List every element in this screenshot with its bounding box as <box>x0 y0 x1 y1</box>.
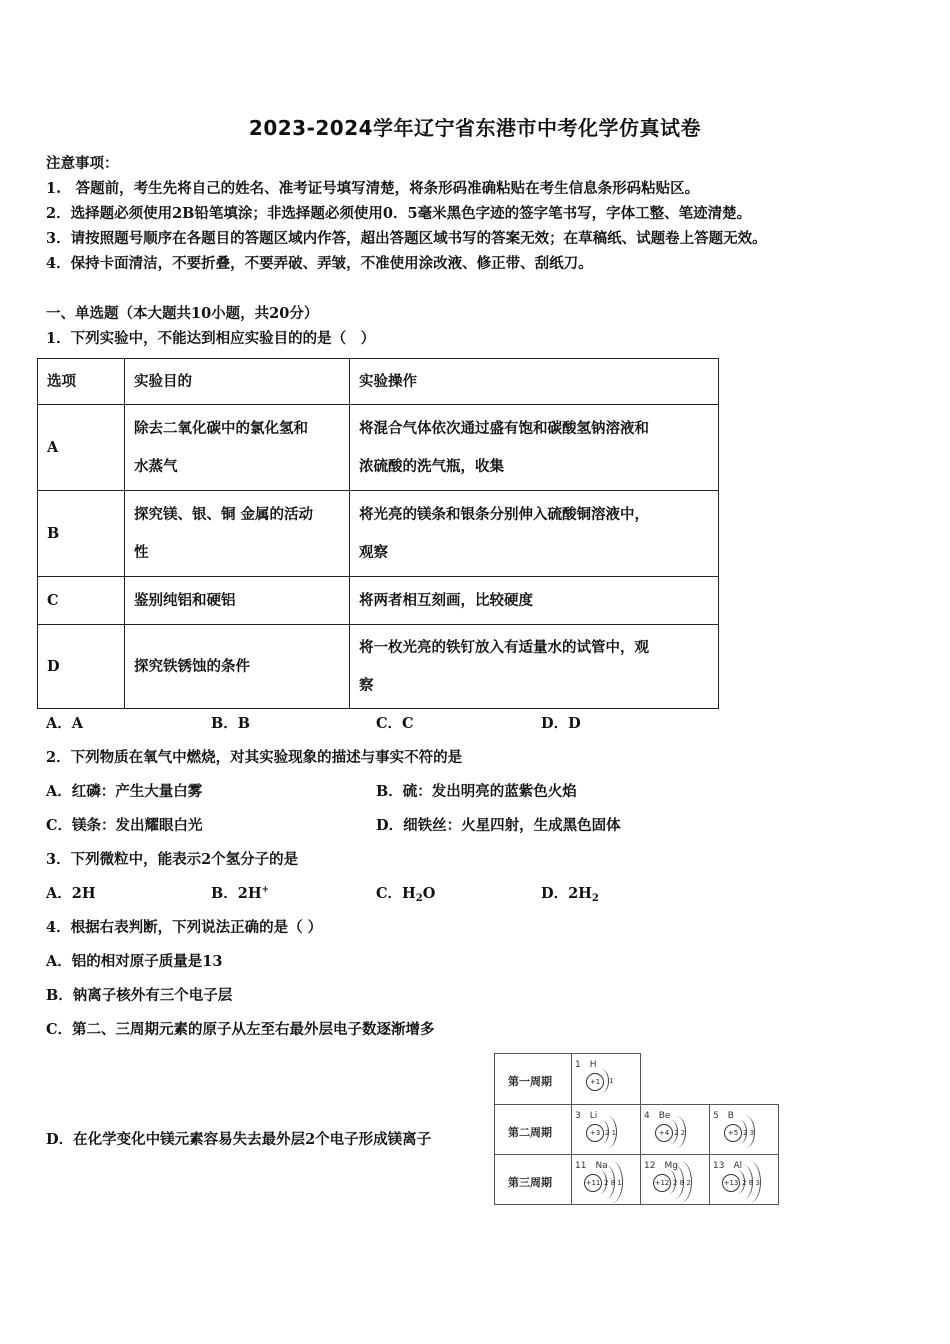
answer-option: B．硫：发出明亮的蓝紫色火焰 <box>376 783 577 800</box>
row-purpose: 除去二氧化碳中的氯化氢和 水蒸气 <box>125 405 350 491</box>
header-option: 选项 <box>38 359 125 405</box>
element-cell-al: 13 Al +13 2 8 3 <box>709 1154 779 1205</box>
question-2-stem: 2．下列物质在氧气中燃烧，对其实验现象的描述与事实不符的是 <box>46 749 463 766</box>
answer-option: D．细铁丝：火星四射，生成黑色固体 <box>376 817 621 834</box>
row-option: D <box>38 625 125 709</box>
answer-option: C．C <box>376 715 414 732</box>
table-row <box>38 491 719 577</box>
answer-option: A．A <box>46 715 84 732</box>
period-label-cell: 第二周期 <box>494 1104 572 1155</box>
period-label-cell: 第一周期 <box>494 1053 572 1105</box>
row-purpose: 探究铁锈蚀的条件 <box>125 625 350 709</box>
answer-option: D．在化学变化中镁元素容易失去最外层2个电子形成镁离子 <box>46 1131 432 1148</box>
table-row <box>38 577 719 625</box>
answer-option: C．第二、三周期元素的原子从左至右最外层电子数逐渐增多 <box>46 1021 435 1038</box>
question-1-stem: 1．下列实验中，不能达到相应实验目的的是（ ） <box>46 330 376 347</box>
periodic-table-figure <box>494 1053 784 1205</box>
header-purpose: 实验目的 <box>125 359 350 405</box>
row-option: A <box>38 405 125 491</box>
table-row <box>38 625 719 709</box>
header-operation: 实验操作 <box>350 359 719 405</box>
row-purpose: 探究镁、银、铜 金属的活动 性 <box>125 491 350 577</box>
experiment-table <box>37 358 719 709</box>
answer-option: C．镁条：发出耀眼白光 <box>46 817 203 834</box>
answer-option: A．红磷：产生大量白雾 <box>46 783 203 800</box>
notice-item: 4．保持卡面清洁，不要折叠，不要弄破、弄皱，不准使用涂改液、修正带、刮纸刀。 <box>46 255 593 272</box>
element-cell-li: 3 Li +3 2 1 <box>571 1104 641 1155</box>
row-operation: 将一枚光亮的铁钉放入有适量水的试管中，观 察 <box>350 625 719 709</box>
row-option: B <box>38 491 125 577</box>
answer-option: B．2H+ <box>211 885 270 902</box>
table-row <box>38 405 719 491</box>
table-header-row <box>38 359 719 405</box>
element-cell-b: 5 B +5 2 3 <box>709 1104 779 1155</box>
notice-item: 3．请按照题号顺序在各题目的答题区域内作答，超出答题区域书写的答案无效；在草稿纸、试题卷上答题无效。 <box>46 230 767 247</box>
row-operation: 将两者相互刻画，比较硬度 <box>350 577 719 625</box>
row-operation: 将光亮的镁条和银条分别伸入硫酸铜溶液中， 观察 <box>350 491 719 577</box>
page-title: 2023-2024学年辽宁省东港市中考化学仿真试卷 <box>248 116 702 140</box>
notice-heading: 注意事项： <box>46 155 119 172</box>
answer-option: D．$2H_2$ <box>541 885 599 904</box>
element-cell-mg: 12 Mg +12 2 8 2 <box>640 1154 710 1205</box>
row-option: C <box>38 577 125 625</box>
element-cell-h: 1 H +1 1 <box>571 1053 641 1105</box>
answer-option: A．铝的相对原子质量是13 <box>46 953 223 970</box>
period-label-cell: 第三周期 <box>494 1154 572 1205</box>
element-cell-be: 4 Be +4 2 2 <box>640 1104 710 1155</box>
answer-option: A．2H <box>46 885 96 902</box>
row-operation: 将混合气体依次通过盛有饱和碳酸氢钠溶液和 浓硫酸的洗气瓶，收集 <box>350 405 719 491</box>
notice-item: 1. 答题前，考生先将自己的姓名、准考证号填写清楚，将条形码准确粘贴在考生信息条形码粘贴区。 <box>46 180 700 197</box>
answer-option: B．B <box>211 715 251 732</box>
answer-option: C．$H_2O$ <box>376 885 436 904</box>
answer-option: D．D <box>541 715 581 732</box>
element-cell-na: 11 Na +11 2 8 1 <box>571 1154 641 1205</box>
notice-item: 2．选择题必须使用2B铅笔填涂；非选择题必须使用0．5毫米黑色字迹的签字笔书写，字体工整、笔迹清楚。 <box>46 205 752 222</box>
answer-option: B．钠离子核外有三个电子层 <box>46 987 233 1004</box>
section-heading: 一、单选题（本大题共10小题，共20分） <box>46 305 319 322</box>
question-3-stem: 3．下列微粒中，能表示2个氢分子的是 <box>46 851 299 868</box>
row-purpose: 鉴别纯铝和硬铝 <box>125 577 350 625</box>
question-4-stem: 4．根据右表判断，下列说法正确的是（ ） <box>46 919 323 936</box>
